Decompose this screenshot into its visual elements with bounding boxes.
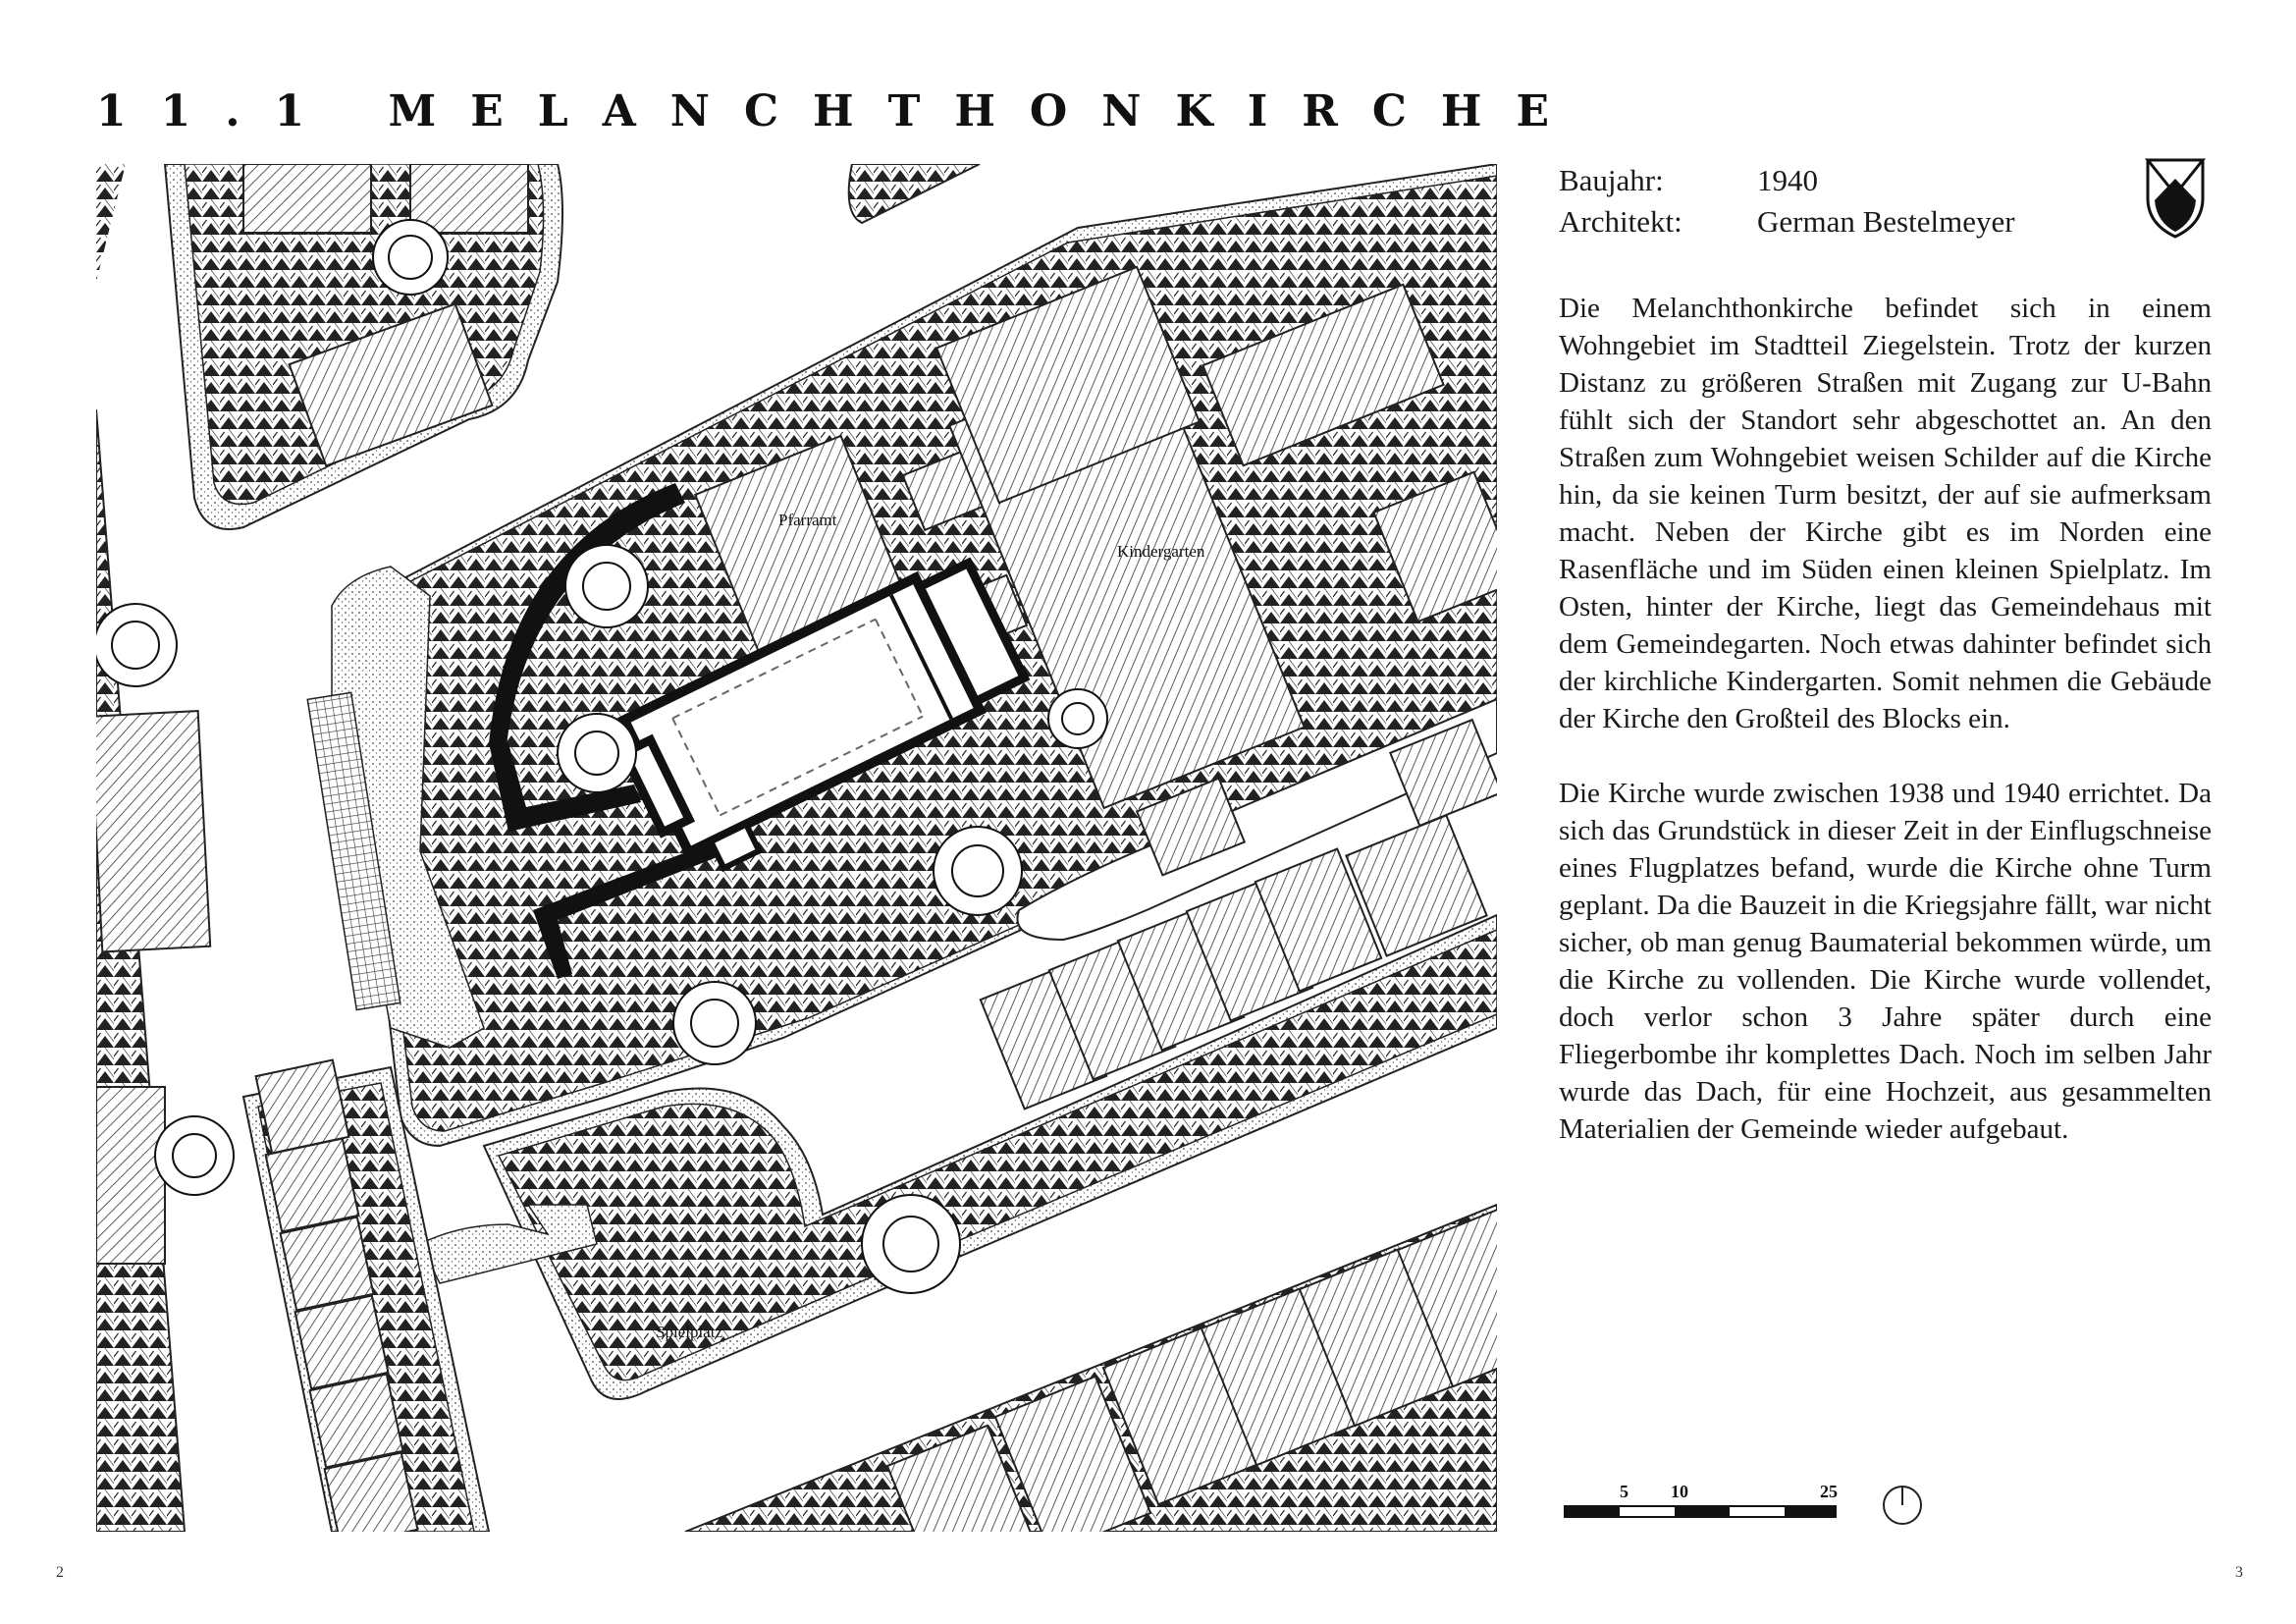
label-kindergarten: Kindergarten [1117, 542, 1205, 561]
scale-bar [1563, 1481, 1857, 1528]
north-arrow-icon [1881, 1484, 1924, 1531]
paragraph-1: Die Melanchthonkirche befindet sich in einem Wohngebiet im Stadtteil Ziegelstein. Trotz der kurzen Distanz zu größeren Straßen mit Zugang zur U-Bahn fühlt sich der Standort sehr abgeschottet an. An den Straßen zum Wohngebiet weisen Schilder auf die Kirche hin, da sie keinen Turm besitzt, der auf sie aufmerksam macht. Neben der Kirche gibt es im Norden eine Rasenfläche und im Süden einen kleinen Spielplatz. Im Osten, hinter der Kirche, liegt das Gemeindehaus mit dem Gemeindegarten. Noch etwas dahinter befindet sich der kirchliche Kindergarten. Somit nehmen die Gebäude der Kirche den Großteil des Blocks ein. [1559, 293, 2212, 734]
facts-block [1559, 160, 2167, 243]
page-number-right: 3 [2235, 1564, 2243, 1581]
year-label: Baujahr: [1559, 163, 1664, 197]
page-number-left: 2 [56, 1564, 64, 1581]
scale-tick-10: 10 [1671, 1482, 1688, 1501]
paragraph-2: Die Kirche wurde zwischen 1938 und 1940 errichtet. Da sich das Grundstück in dieser Zeit in der Einflugschneise eines Flugplatzes befand, wurde die Kirche ohne Turm geplant. Da die Bauzeit in die Kriegsjahre fällt, war nicht sicher, ob man genug Baumaterial bekommen würde, um die Kirche zu vollenden. Die Kirche wurde vollendet, doch verlor schon 3 Jahre später durch eine Fliegerbombe ihr komplettes Dach. Noch im selben Jahr wurde das Dach, für eine Hochzeit, aus gesammelten Materialien der Gemeinde wieder aufgebaut. [1559, 778, 2212, 1145]
description [1559, 290, 2212, 1185]
site-plan [96, 164, 1497, 1532]
architect-row [1559, 201, 2167, 243]
year-value: 1940 [1757, 163, 1818, 197]
year-row [1559, 160, 2167, 201]
architect-label: Architekt: [1559, 204, 1682, 239]
scale-tick-5: 5 [1620, 1482, 1629, 1501]
scale-tick-25: 25 [1820, 1482, 1838, 1501]
site-plan-drawing [96, 164, 1497, 1532]
shield-crest-icon [2145, 157, 2206, 244]
architect-value: German Bestelmeyer [1757, 204, 2015, 239]
label-spielplatz: Spielplatz [656, 1323, 722, 1341]
label-pfarramt: Pfarramt [778, 511, 837, 529]
page-title: 11.1 MELANCHTHONKIRCHE [96, 86, 1583, 136]
